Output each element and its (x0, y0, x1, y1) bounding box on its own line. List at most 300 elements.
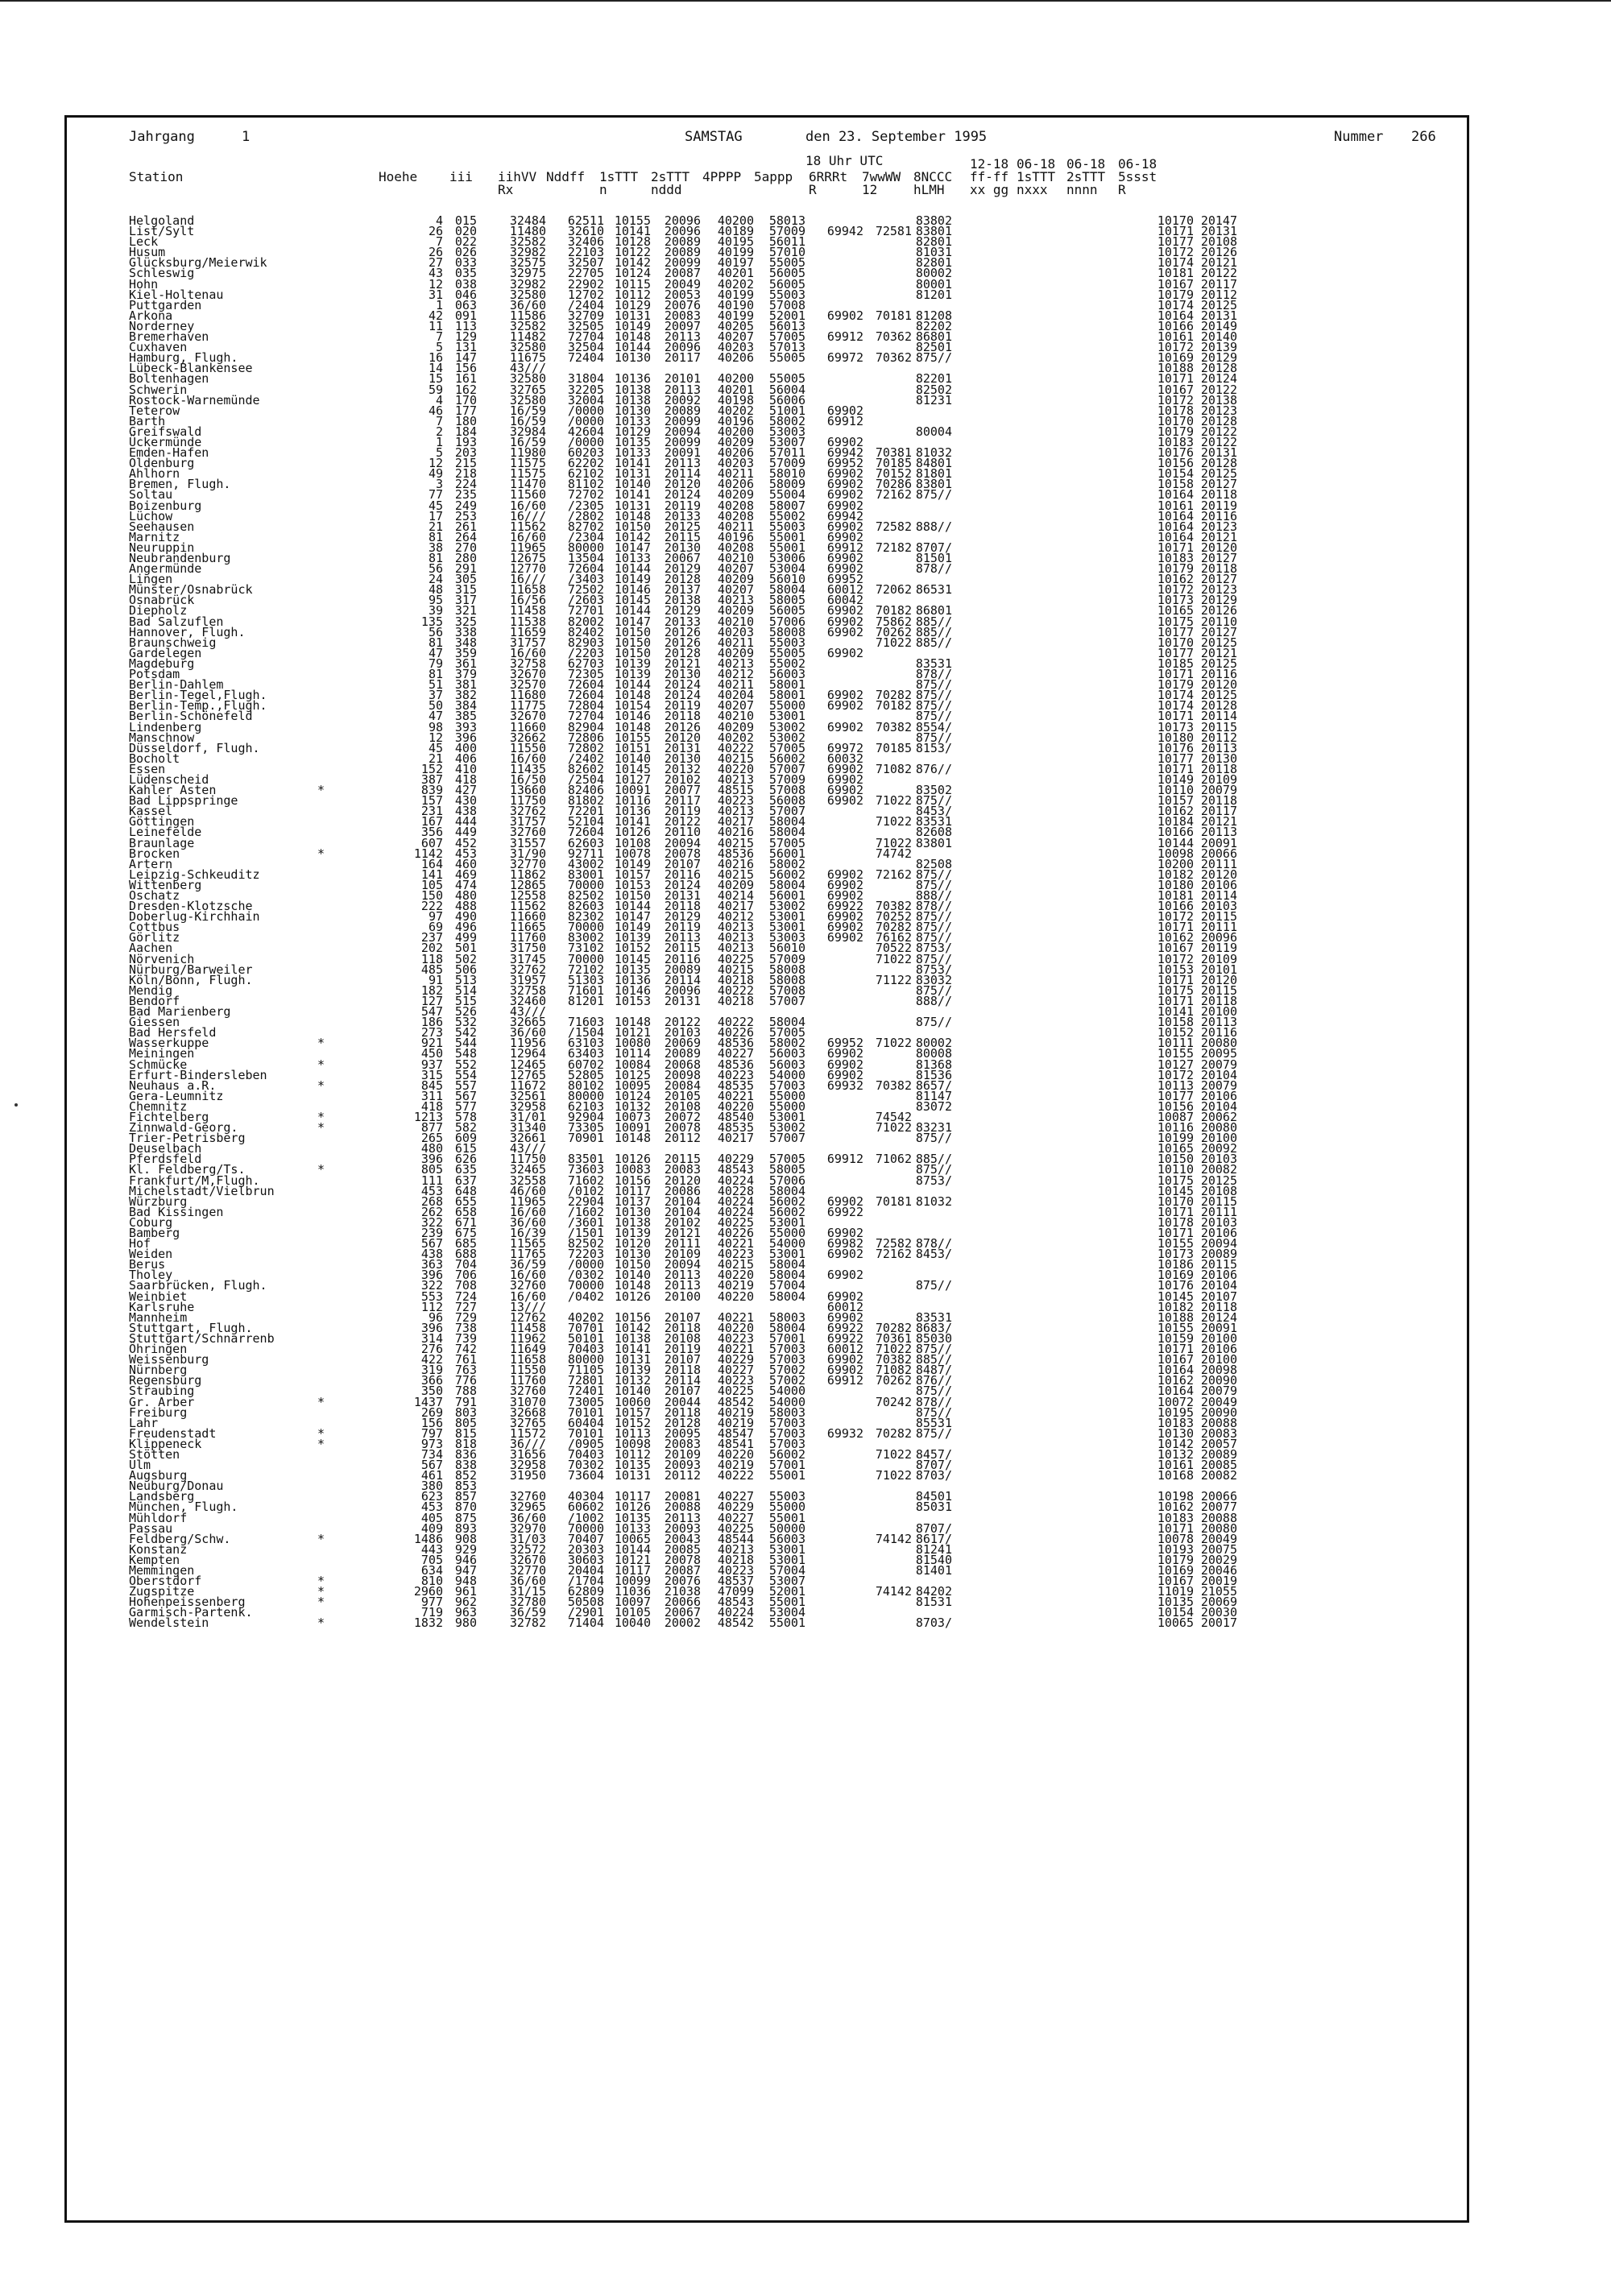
2sttt: 20096 (664, 340, 701, 355)
5appp: 57005 (768, 740, 806, 755)
06-18-1sttt: 10169 (1157, 1268, 1194, 1283)
table-row (0, 371, 1611, 387)
1sttt: 10140 (614, 1384, 651, 1399)
2sttt: 20129 (664, 561, 701, 577)
hoehe: 797 (420, 1425, 443, 1441)
2sttt: 20113 (664, 329, 701, 345)
6rrrt: 69952 (826, 456, 863, 471)
5appp: 58008 (768, 962, 806, 977)
06-18-1sttt: 10199 (1157, 1131, 1194, 1146)
iihvv: 32758 (509, 983, 546, 998)
4pppp: 40210 (717, 551, 754, 565)
iihvv: 32572 (509, 1541, 546, 1557)
1sttt: 10157 (614, 867, 651, 882)
6rrrt: 69902 (826, 1194, 863, 1209)
5appp: 53001 (768, 1552, 806, 1567)
2sttt: 20113 (664, 930, 701, 945)
nddff: 62511 (567, 213, 604, 228)
hoehe: 422 (420, 1352, 443, 1367)
1sttt: 10148 (614, 719, 651, 734)
06-18-2sttt: 20117 (1200, 276, 1237, 292)
4pppp: 48542 (717, 1394, 754, 1409)
hoehe: 268 (420, 1194, 443, 1209)
7wwww: 70181 (875, 1194, 912, 1209)
06-18-2sttt: 20119 (1200, 941, 1237, 956)
4pppp: 40216 (717, 825, 754, 840)
station-name: Angermünde (129, 561, 202, 577)
station-name: Berlin-Tegel,Flugh. (129, 688, 267, 703)
height-marker: * (317, 1436, 325, 1451)
7wwww: 70382 (875, 899, 912, 914)
4pppp: 40198 (717, 392, 754, 407)
8nccc: 81032 (915, 1194, 952, 1209)
1sttt: 10150 (614, 888, 651, 903)
hoehe: 845 (420, 1078, 443, 1093)
8nccc: 81540 (915, 1552, 952, 1567)
table-row (0, 1299, 1611, 1314)
iii: 396 (454, 730, 477, 745)
4pppp: 40208 (717, 498, 754, 513)
4pppp: 40207 (717, 582, 754, 598)
iii: 501 (454, 941, 477, 956)
station-name: Köln/Bonn, Flugh. (129, 972, 253, 987)
7wwww: 70381 (875, 445, 912, 461)
06-18-1sttt: 10172 (1157, 392, 1194, 407)
1sttt: 10135 (614, 434, 651, 449)
iihvv: 32765 (509, 1415, 546, 1430)
iii: 514 (454, 983, 477, 998)
iihvv: 12770 (509, 561, 546, 577)
2sttt: 20133 (664, 614, 701, 629)
06-18-2sttt: 20096 (1200, 930, 1237, 945)
1sttt: 10131 (614, 498, 651, 513)
06-18-2sttt: 20117 (1200, 804, 1237, 819)
nddff: 72203 (567, 1247, 604, 1262)
1sttt: 10153 (614, 877, 651, 892)
hoehe: 47 (428, 709, 443, 724)
4pppp: 40212 (717, 909, 754, 925)
hoehe: 81 (428, 529, 443, 544)
1sttt: 10142 (614, 529, 651, 544)
5appp: 57006 (768, 1173, 806, 1188)
hoehe: 366 (420, 1373, 443, 1388)
06-18-1sttt: 10179 (1157, 677, 1194, 693)
06-18-1sttt: 10181 (1157, 888, 1194, 903)
06-18-1sttt: 10171 (1157, 1204, 1194, 1219)
nddff: 82002 (567, 614, 604, 629)
6rrrt: 69912 (826, 540, 863, 555)
nddff: 60702 (567, 1057, 604, 1072)
6rrrt: 69902 (826, 698, 863, 714)
06-18-1sttt: 10153 (1157, 962, 1194, 977)
8nccc: 85031 (915, 1500, 952, 1515)
2sttt: 20089 (664, 1046, 701, 1061)
nddff: 31804 (567, 371, 604, 387)
table-row (0, 424, 1611, 439)
height-marker: * (317, 1584, 325, 1599)
table-row (0, 308, 1611, 323)
col-2sttt: 2sTTT nddd (651, 169, 690, 197)
station-name: Leinefelde (129, 825, 202, 840)
7wwww: 70382 (875, 719, 912, 734)
4pppp: 48544 (717, 1531, 754, 1546)
hoehe: 453 (420, 1500, 443, 1515)
7wwww: 75862 (875, 614, 912, 629)
nddff: 50508 (567, 1595, 604, 1610)
8nccc: 875// (915, 1342, 952, 1357)
1sttt: 10148 (614, 688, 651, 703)
06-18-1sttt: 10167 (1157, 1574, 1194, 1589)
8nccc: 82801 (915, 255, 952, 271)
06-18-1sttt: 10177 (1157, 1088, 1194, 1103)
4pppp: 40207 (717, 561, 754, 577)
8nccc: 8453/ (915, 1247, 952, 1262)
5appp: 55003 (768, 519, 806, 534)
hoehe: 231 (420, 804, 443, 819)
06-18-2sttt: 20111 (1200, 920, 1237, 935)
2sttt: 20120 (664, 730, 701, 745)
06-18-2sttt: 20104 (1200, 1278, 1237, 1293)
nddff: 83002 (567, 930, 604, 945)
7wwww: 72182 (875, 540, 912, 555)
table-row (0, 1194, 1611, 1209)
7wwww: 70282 (875, 1320, 912, 1335)
6rrrt: 69902 (826, 877, 863, 892)
06-18-2sttt: 20106 (1200, 1226, 1237, 1240)
5appp: 53004 (768, 561, 806, 577)
table-row (0, 519, 1611, 534)
nddff: 82702 (567, 519, 604, 534)
height-marker: * (317, 1109, 325, 1124)
iihvv: 32484 (509, 213, 546, 228)
06-18-1sttt: 10173 (1157, 1247, 1194, 1262)
nddff: 80000 (567, 540, 604, 555)
station-name: Husum (129, 245, 166, 260)
06-18-2sttt: 20057 (1200, 1436, 1237, 1451)
06-18-2sttt: 20108 (1200, 234, 1237, 250)
2sttt: 20076 (664, 297, 701, 312)
col-ihvv: iihVV Rx (498, 169, 537, 197)
hoehe: 49 (428, 466, 443, 482)
4pppp: 48535 (717, 1120, 754, 1136)
hoehe: 156 (420, 1415, 443, 1430)
iii: 035 (454, 266, 477, 281)
iii: 557 (454, 1078, 477, 1093)
5appp: 56002 (768, 867, 806, 882)
06-18-2sttt: 20088 (1200, 1510, 1237, 1525)
nddff: 92904 (567, 1109, 604, 1124)
nddff: /0000 (567, 403, 604, 418)
hoehe: 438 (420, 1247, 443, 1262)
4pppp: 40226 (717, 1226, 754, 1240)
7wwww: 70382 (875, 1352, 912, 1367)
06-18-2sttt: 20100 (1200, 1131, 1237, 1146)
station-name: Weiden (129, 1247, 173, 1262)
hoehe: 21 (428, 519, 443, 534)
station-name: Emden-Hafen (129, 445, 209, 461)
station-name: Boltenhagen (129, 371, 209, 387)
06-18-1sttt: 10180 (1157, 877, 1194, 892)
hoehe: 405 (420, 1510, 443, 1525)
table-row (0, 1088, 1611, 1103)
4pppp: 40224 (717, 1194, 754, 1209)
station-name: Düsseldorf, Flugh. (129, 740, 260, 755)
06-18-1sttt: 10171 (1157, 761, 1194, 776)
06-18-2sttt: 20115 (1200, 983, 1237, 998)
6rrrt: 69942 (826, 445, 863, 461)
station-name: Kl. Feldberg/Ts. (129, 1162, 246, 1177)
5appp: 58004 (768, 825, 806, 840)
7wwww: 72062 (875, 582, 912, 598)
06-18-1sttt: 10164 (1157, 487, 1194, 503)
iihvv: 16/// (509, 572, 546, 587)
2sttt: 20130 (664, 751, 701, 766)
4pppp: 40225 (717, 1214, 754, 1230)
station-name: Manschnow (129, 730, 195, 745)
8nccc: 8453/ (915, 804, 952, 819)
iii: 637 (454, 1173, 477, 1188)
nddff: 62603 (567, 835, 604, 850)
iii: 452 (454, 835, 477, 850)
hoehe: 396 (420, 1320, 443, 1335)
4pppp: 47099 (717, 1584, 754, 1599)
1sttt: 10080 (614, 1036, 651, 1051)
hoehe: 12 (428, 276, 443, 292)
1sttt: 10155 (614, 730, 651, 745)
4pppp: 40229 (717, 1152, 754, 1167)
station-name: Kiel-Holtenau (129, 287, 224, 302)
nddff: 73102 (567, 941, 604, 956)
6rrrt: 69902 (826, 519, 863, 534)
8nccc: 8683/ (915, 1320, 952, 1335)
6rrrt: 69902 (826, 1268, 863, 1283)
iihvv: 16/60 (509, 751, 546, 766)
iii: 763 (454, 1363, 477, 1378)
06-18-1sttt: 10167 (1157, 941, 1194, 956)
4pppp: 40222 (717, 1015, 754, 1030)
06-18-2sttt: 20107 (1200, 1289, 1237, 1304)
06-18-2sttt: 20118 (1200, 761, 1237, 776)
hoehe: 453 (420, 1183, 443, 1198)
1sttt: 10132 (614, 1098, 651, 1114)
7wwww: 71022 (875, 1120, 912, 1136)
nddff: 42604 (567, 424, 604, 439)
station-name: Nürnberg (129, 1363, 188, 1378)
nddff: 82302 (567, 909, 604, 925)
station-name: Diepholz (129, 603, 188, 618)
06-18-1sttt: 10179 (1157, 424, 1194, 439)
1sttt: 10121 (614, 1025, 651, 1040)
06-18-1sttt: 10183 (1157, 551, 1194, 565)
5appp: 57011 (768, 445, 806, 461)
1sttt: 10149 (614, 572, 651, 587)
iihvv: 11862 (509, 867, 546, 882)
iihvv: 32762 (509, 962, 546, 977)
5appp: 58002 (768, 856, 806, 871)
2sttt: 20089 (664, 403, 701, 418)
station-name: Mannheim (129, 1309, 188, 1325)
2sttt: 20066 (664, 1595, 701, 1610)
iii: 161 (454, 371, 477, 387)
6rrrt: 69902 (826, 308, 863, 323)
5appp: 58005 (768, 593, 806, 608)
6rrrt: 69932 (826, 1425, 863, 1441)
2sttt: 20113 (664, 456, 701, 471)
station-name: Boizenburg (129, 498, 202, 513)
iii: 490 (454, 909, 477, 925)
1sttt: 10151 (614, 740, 651, 755)
8nccc: 84202 (915, 1584, 952, 1599)
station-name: Marnitz (129, 529, 180, 544)
8nccc: 875// (915, 909, 952, 925)
station-name: Oschatz (129, 888, 180, 903)
5appp: 53007 (768, 1574, 806, 1589)
hoehe: 69 (428, 920, 443, 935)
8nccc: 8707/ (915, 1520, 952, 1536)
06-18-2sttt: 20092 (1200, 1141, 1237, 1156)
1sttt: 10138 (614, 1214, 651, 1230)
iihvv: 11675 (509, 350, 546, 366)
station-name: Freiburg (129, 1404, 188, 1420)
06-18-2sttt: 20091 (1200, 1320, 1237, 1335)
1sttt: 10114 (614, 1046, 651, 1061)
4pppp: 40213 (717, 804, 754, 819)
station-name: Stuttgart, Flugh. (129, 1320, 253, 1335)
table-row (0, 827, 1611, 838)
8nccc: 81536 (915, 1067, 952, 1082)
iii: 038 (454, 276, 477, 292)
station-name: Berlin-Dahlem (129, 677, 224, 693)
1sttt: 10124 (614, 266, 651, 281)
iihvv: 16/60 (509, 1289, 546, 1304)
nddff: 70000 (567, 951, 604, 966)
06-18-1sttt: 10188 (1157, 1309, 1194, 1325)
1sttt: 10131 (614, 466, 651, 482)
1sttt: 10146 (614, 983, 651, 998)
iii: 020 (454, 224, 477, 239)
2sttt: 20096 (664, 983, 701, 998)
2sttt: 20098 (664, 1067, 701, 1082)
2sttt: 20126 (664, 624, 701, 639)
5appp: 56005 (768, 603, 806, 618)
06-18-1sttt: 10161 (1157, 1458, 1194, 1473)
station-name: Barth (129, 413, 166, 428)
iii: 791 (454, 1394, 477, 1409)
5appp: 57009 (768, 224, 806, 239)
hoehe: 319 (420, 1363, 443, 1378)
table-row (0, 1249, 1611, 1260)
6rrrt: 69902 (826, 561, 863, 577)
station-name: Norderney (129, 318, 195, 333)
06-18-1sttt: 10158 (1157, 1015, 1194, 1030)
table-row (0, 793, 1611, 809)
1sttt: 10139 (614, 1363, 651, 1378)
2sttt: 20099 (664, 413, 701, 428)
4pppp: 40221 (717, 1236, 754, 1251)
iii: 449 (454, 825, 477, 840)
06-18-2sttt: 20075 (1200, 1541, 1237, 1557)
5appp: 56002 (768, 751, 806, 766)
4pppp: 40227 (717, 1510, 754, 1525)
table-row (0, 1365, 1611, 1376)
5appp: 55000 (768, 698, 806, 714)
table-row (0, 645, 1611, 660)
hoehe: 1142 (413, 846, 443, 861)
iihvv: 11665 (509, 920, 546, 935)
nddff: 40202 (567, 1309, 604, 1325)
iii: 338 (454, 624, 477, 639)
table-row (0, 1615, 1611, 1631)
hoehe: 810 (420, 1574, 443, 1589)
hoehe: 135 (420, 614, 443, 629)
table-row (0, 479, 1611, 490)
1sttt: 10136 (614, 972, 651, 987)
table-row (0, 1133, 1611, 1144)
iii: 410 (454, 761, 477, 776)
2sttt: 20113 (664, 1268, 701, 1283)
hoehe: 973 (420, 1436, 443, 1451)
nddff: 81201 (567, 993, 604, 1008)
5appp: 55000 (768, 1226, 806, 1240)
station-name: Greifswald (129, 424, 202, 439)
5appp: 53002 (768, 730, 806, 745)
5appp: 55001 (768, 1468, 806, 1483)
iihvv: 12865 (509, 877, 546, 892)
iihvv: 32765 (509, 382, 546, 397)
table-row (0, 719, 1611, 734)
nddff: 70403 (567, 1446, 604, 1462)
iihvv: 11482 (509, 329, 546, 345)
nddff: 51303 (567, 972, 604, 987)
8nccc: 83231 (915, 1120, 952, 1136)
station-name: Nürburg/Barweiler (129, 962, 253, 977)
hoehe: 4 (435, 392, 443, 407)
table-row (0, 1228, 1611, 1239)
06-18-2sttt: 20125 (1200, 297, 1237, 312)
8nccc: 878// (915, 1394, 952, 1409)
station-name: Passau (129, 1520, 173, 1536)
height-marker: * (317, 1057, 325, 1072)
06-18-2sttt: 20095 (1200, 1046, 1237, 1061)
iii: 218 (454, 466, 477, 482)
4pppp: 40201 (717, 382, 754, 397)
1sttt: 10144 (614, 603, 651, 618)
1sttt: 10121 (614, 1552, 651, 1567)
station-name: Berlin-Temp.,Flugh. (129, 698, 267, 714)
06-18-2sttt: 20125 (1200, 1173, 1237, 1188)
06-18-2sttt: 20080 (1200, 1520, 1237, 1536)
1sttt: 10098 (614, 1436, 651, 1451)
5appp: 57010 (768, 245, 806, 260)
7wwww: 70242 (875, 1394, 912, 1409)
2sttt: 20094 (664, 1257, 701, 1272)
table-row (0, 772, 1611, 787)
nddff: 72704 (567, 329, 604, 345)
station-name: Zinnwald-Georg. (129, 1120, 238, 1136)
hoehe: 59 (428, 382, 443, 397)
4pppp: 40229 (717, 1352, 754, 1367)
iihvv: 11658 (509, 582, 546, 598)
hoehe: 314 (420, 1330, 443, 1346)
height-marker: * (317, 783, 325, 798)
4pppp: 40212 (717, 667, 754, 682)
2sttt: 20119 (664, 498, 701, 513)
06-18-2sttt: 20120 (1200, 540, 1237, 555)
1sttt: 10148 (614, 508, 651, 523)
iii: 818 (454, 1436, 477, 1451)
table-row (0, 761, 1611, 776)
nddff: 70302 (567, 1458, 604, 1473)
